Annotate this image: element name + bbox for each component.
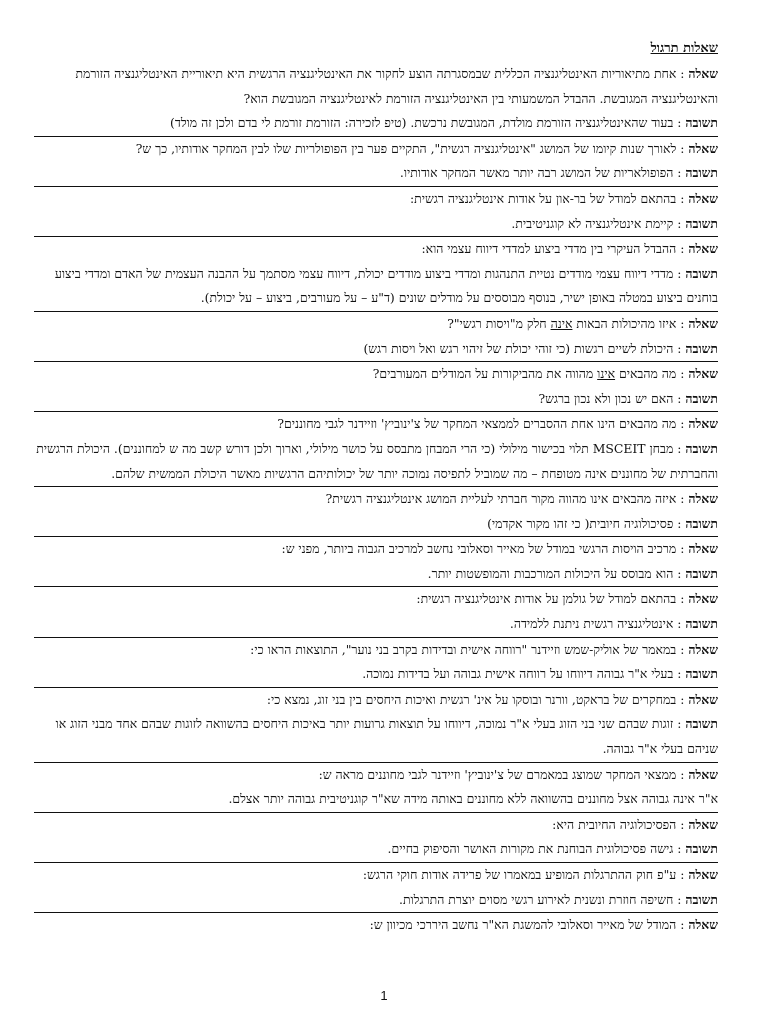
- qa-block: [34, 863, 718, 912]
- question-line: [34, 913, 718, 938]
- answer-line: [34, 712, 718, 761]
- label-separator: :: [673, 340, 686, 356]
- question-line: [34, 688, 718, 713]
- label-separator: :: [673, 666, 686, 682]
- answer-label: תשובה: [685, 265, 718, 281]
- answer-label: תשובה: [685, 891, 718, 907]
- question-line: [34, 763, 718, 788]
- question-line: [34, 638, 718, 663]
- question-text: במאמר של אוליק-שמש וזיידנר "רווחה אישית ובדידות בקרב בני נוער", התוצאות הראו כי:: [250, 641, 677, 657]
- answer-label: תשובה: [685, 340, 718, 356]
- question-label: שאלה: [688, 190, 718, 206]
- label-separator: :: [676, 591, 689, 607]
- question-text: ההבדל העיקרי בין מדדי ביצוע למדדי דיווח עצמי הוא:: [421, 241, 677, 257]
- question-line: [34, 312, 718, 337]
- answer-label: תשובה: [685, 115, 718, 131]
- question-label: שאלה: [688, 241, 718, 257]
- answer-text: קיימת אינטליגנציה לא קוגניטיבית.: [511, 215, 674, 231]
- label-separator: :: [676, 541, 689, 557]
- question-label: שאלה: [688, 140, 718, 156]
- answer-line: [34, 212, 718, 237]
- label-separator: :: [676, 917, 689, 933]
- answer-label: תשובה: [685, 841, 718, 857]
- answer-text: הפופולאריות של המושג רבה יותר מאשר המחקר אודותיו.: [399, 165, 674, 181]
- qa-block: [34, 688, 718, 762]
- answer-label: תשובה: [685, 440, 718, 456]
- question-text: איזה מהבאים אינו מהווה מקור חברתי לעליית המושג אינטליגנציה רגשית?: [325, 491, 677, 507]
- question-label: שאלה: [688, 816, 718, 832]
- question-label: שאלה: [688, 541, 718, 557]
- answer-label: תשובה: [685, 215, 718, 231]
- question-line: [34, 863, 718, 888]
- answer-line: [34, 387, 718, 412]
- question-line: [34, 237, 718, 262]
- answer-text: מדדי דיווח עצמי מודדים נטיית התנהגות ומדדי ביצוע מודדים יכולת, דיווח עצמי מסתמך על ההבנה העצמית של האדם ומדדי ביצוע בוחנים ביצוע במטלה באופן ישיר, בנוסף מבוססים על מודלים שונים (ד"ע – על מעורבים, ביצוע – על יכולת).: [54, 265, 718, 306]
- qa-block: [34, 813, 718, 862]
- label-separator: :: [673, 716, 686, 732]
- qa-block: [34, 412, 718, 486]
- label-separator: :: [673, 515, 686, 531]
- answer-line: [34, 437, 718, 486]
- question-text: לאורך שנות קיומו של המושג "אינטליגנציה רגשית", התקיים פער בין הפופולריות שלו לבין המחקר אודותיו, כך ש?: [135, 140, 677, 156]
- label-separator: :: [673, 841, 686, 857]
- answer-label: תשובה: [685, 165, 718, 181]
- answer-line: [34, 562, 718, 587]
- qa-block: [34, 487, 718, 536]
- qa-block: [34, 137, 718, 186]
- question-label: שאלה: [688, 66, 718, 81]
- answer-line: [34, 612, 718, 637]
- qa-block: [34, 638, 718, 687]
- question-line: [34, 813, 718, 838]
- answer-text: א"ר אינה גבוהה אצל מחוננים בהשוואה ללא מחוננים באותה מידה שא"ר קוגניטיבית גבוהה יותר אצלם.: [228, 791, 718, 807]
- label-separator: :: [673, 565, 686, 581]
- answer-line: [34, 337, 718, 362]
- answer-text: הוא מבוסס על היכולות המורכבות והמופשטות יותר.: [427, 565, 674, 581]
- question-label: שאלה: [688, 315, 718, 331]
- label-separator: :: [676, 190, 689, 206]
- question-label: שאלה: [688, 366, 718, 382]
- answer-label: תשובה: [685, 616, 718, 632]
- label-separator: :: [676, 140, 689, 156]
- qa-block: [34, 763, 718, 812]
- question-text: אחת מתיאוריות האינטליגנציה הכללית שבמסגרתה הוצע לחקור את האינטליגנציה הרגשית היא תיאוריית האינטליגנציה הזורמת והאינטליגנציה המגובשת. ההבדל המשמעותי בין האינטליגנציה הזורמת לאינטליגנציה המגובשת הוא?: [75, 66, 718, 106]
- qa-list: [34, 62, 718, 938]
- label-separator: :: [676, 641, 689, 657]
- label-separator: :: [676, 241, 689, 257]
- qa-block: [34, 187, 718, 236]
- emphasis-word: אינו: [597, 366, 616, 382]
- label-separator: :: [673, 616, 686, 632]
- answer-line: [34, 262, 718, 311]
- question-line: [34, 487, 718, 512]
- label-separator: :: [676, 691, 689, 707]
- qa-block: [34, 537, 718, 586]
- label-separator: :: [676, 416, 689, 432]
- question-label: שאלה: [688, 917, 718, 933]
- question-line: [34, 62, 718, 111]
- emphasis-word: אינה: [550, 315, 573, 331]
- answer-line: [34, 161, 718, 186]
- question-label: שאלה: [688, 491, 718, 507]
- answer-text: חשיפה חוזרת ונשנית לאירוע רגשי מסוים יוצרת התרגלות.: [399, 891, 674, 907]
- question-line: [34, 187, 718, 212]
- question-label: שאלה: [688, 691, 718, 707]
- answer-text: בעוד שהאינטליגנציה הזורמת מולדת, המגובשת נרכשת. (טיפ לזכירה: הזורמת זורמת לי בדם ולכן זה מולד): [170, 115, 674, 131]
- label-separator: :: [676, 867, 689, 882]
- qa-block: [34, 587, 718, 636]
- label-separator: :: [676, 816, 689, 832]
- answer-label: תשובה: [685, 666, 718, 682]
- label-separator: :: [676, 315, 689, 331]
- question-label: שאלה: [688, 641, 718, 657]
- label-separator: :: [673, 891, 686, 907]
- label-separator: :: [673, 390, 686, 406]
- label-separator: :: [676, 766, 689, 782]
- question-line: [34, 587, 718, 612]
- label-separator: :: [673, 440, 686, 456]
- answer-text: גישה פסיכולוגית הבוחנת את מקורות האושר והסיפוק בחיים.: [387, 841, 674, 857]
- label-separator: :: [673, 115, 686, 131]
- answer-text: אינטליגנציה רגשית ניתנת ללמידה.: [509, 616, 674, 632]
- question-label: שאלה: [688, 591, 718, 607]
- answer-line: [34, 111, 718, 136]
- question-label: שאלה: [688, 766, 718, 782]
- label-separator: :: [676, 366, 689, 382]
- qa-block: [34, 362, 718, 411]
- question-label: שאלה: [688, 867, 718, 882]
- question-text: בהתאם למודל של גולמן על אודות אינטליגנציה רגשית:: [416, 591, 677, 607]
- qa-block: [34, 312, 718, 361]
- question-text: מה מהבאים הינו אחת ההסברים לממצאי המחקר של צ'ינוביץ' וזיידנר לגבי מחוננים?: [277, 416, 677, 432]
- label-separator: :: [676, 491, 689, 507]
- document-page: [34, 40, 718, 938]
- question-text: ע"פ חוק ההתרגלות המופיע במאמרו של פרידה אודות חוקי הרגש:: [362, 867, 677, 882]
- label-separator: :: [676, 66, 689, 81]
- answer-text: היכולת לשיים רגשות (כי זוהי יכולת של זיהוי רגש ואל ויסות רגש): [363, 340, 674, 356]
- question-line: [34, 537, 718, 562]
- question-text: במחקרים של בראקט, וורנר ובוסקו על אינ' רגשית ואיכות היחסים בין בני זוג, נמצא כי:: [266, 691, 677, 707]
- answer-line: [34, 787, 718, 812]
- answer-text: פסיכולוגיה חיובית( כי זהו מקור אקדמי): [487, 515, 674, 531]
- label-separator: :: [673, 215, 686, 231]
- question-text: איזו מהיכולות הבאות אינה חלק מ"ויסות רגשי"?: [447, 315, 677, 331]
- question-line: [34, 362, 718, 387]
- answer-text: בעלי א"ר גבוהה דיווחו על רווחה אישית גבוהה ועל בדידות נמוכה.: [362, 666, 674, 682]
- answer-text: מבחן MSCEIT תלוי בכישור מילולי (כי הרי המבחן מתבסס על כושר מילולי, וארוך ולכן דורש קשב מה ש למחוננים). היכולת הרגשית והחברתית של מחוננים אינה מטופחת – מה שמוביל לתפיסה נמוכה יותר של יכולותיהם הרגשיות מאשר היכולת הממשית שלהם.: [36, 440, 718, 481]
- qa-block: [34, 62, 718, 136]
- answer-line: [34, 888, 718, 913]
- page-number: 1: [380, 988, 388, 1003]
- answer-line: [34, 512, 718, 537]
- page-title: שאלות תרגול: [650, 41, 718, 56]
- question-line: [34, 412, 718, 437]
- question-line: [34, 137, 718, 162]
- label-separator: :: [673, 265, 686, 281]
- question-text: מה מהבאים אינו מהווה את מהביקורות על המודלים המעורבים?: [372, 366, 677, 382]
- question-text: בהתאם למודל של בר-און על אודות אינטליגנציה רגשית:: [409, 190, 677, 206]
- answer-label: תשובה: [685, 515, 718, 531]
- answer-line: [34, 662, 718, 687]
- question-text: הפסיכולוגיה החיובית היא:: [552, 816, 677, 832]
- answer-text: זוגות שבהם שני בני הזוג בעלי א"ר נמוכה, דיווחו על תוצאות גרועות יותר באיכות היחסים בהשוואה לזוגות שבהם אחד מבני הזוג או שניהם בעלי א"ר גבוהה.: [55, 716, 718, 757]
- answer-label: תשובה: [685, 716, 718, 732]
- answer-label: תשובה: [685, 390, 718, 406]
- answer-line: [34, 837, 718, 862]
- question-text: המודל של מאייר וסאלובי להמשגת הא"ר נחשב היררכי מכיוון ש:: [369, 917, 677, 933]
- qa-block: [34, 237, 718, 311]
- answer-label: תשובה: [685, 565, 718, 581]
- question-text: ממצאי המחקר שמוצג במאמרם של צ'ינוביץ' וזיידנר לגבי מחוננים מראה ש:: [318, 766, 677, 782]
- question-text: מרכיב הויסות הרגשי במודל של מאייר וסאלובי נחשב למרכיב הגבוה ביותר, מפני ש:: [281, 541, 677, 557]
- label-separator: :: [673, 165, 686, 181]
- qa-block: [34, 913, 718, 938]
- question-label: שאלה: [688, 416, 718, 432]
- answer-text: האם יש נכון ולא נכון ברגש?: [538, 390, 674, 406]
